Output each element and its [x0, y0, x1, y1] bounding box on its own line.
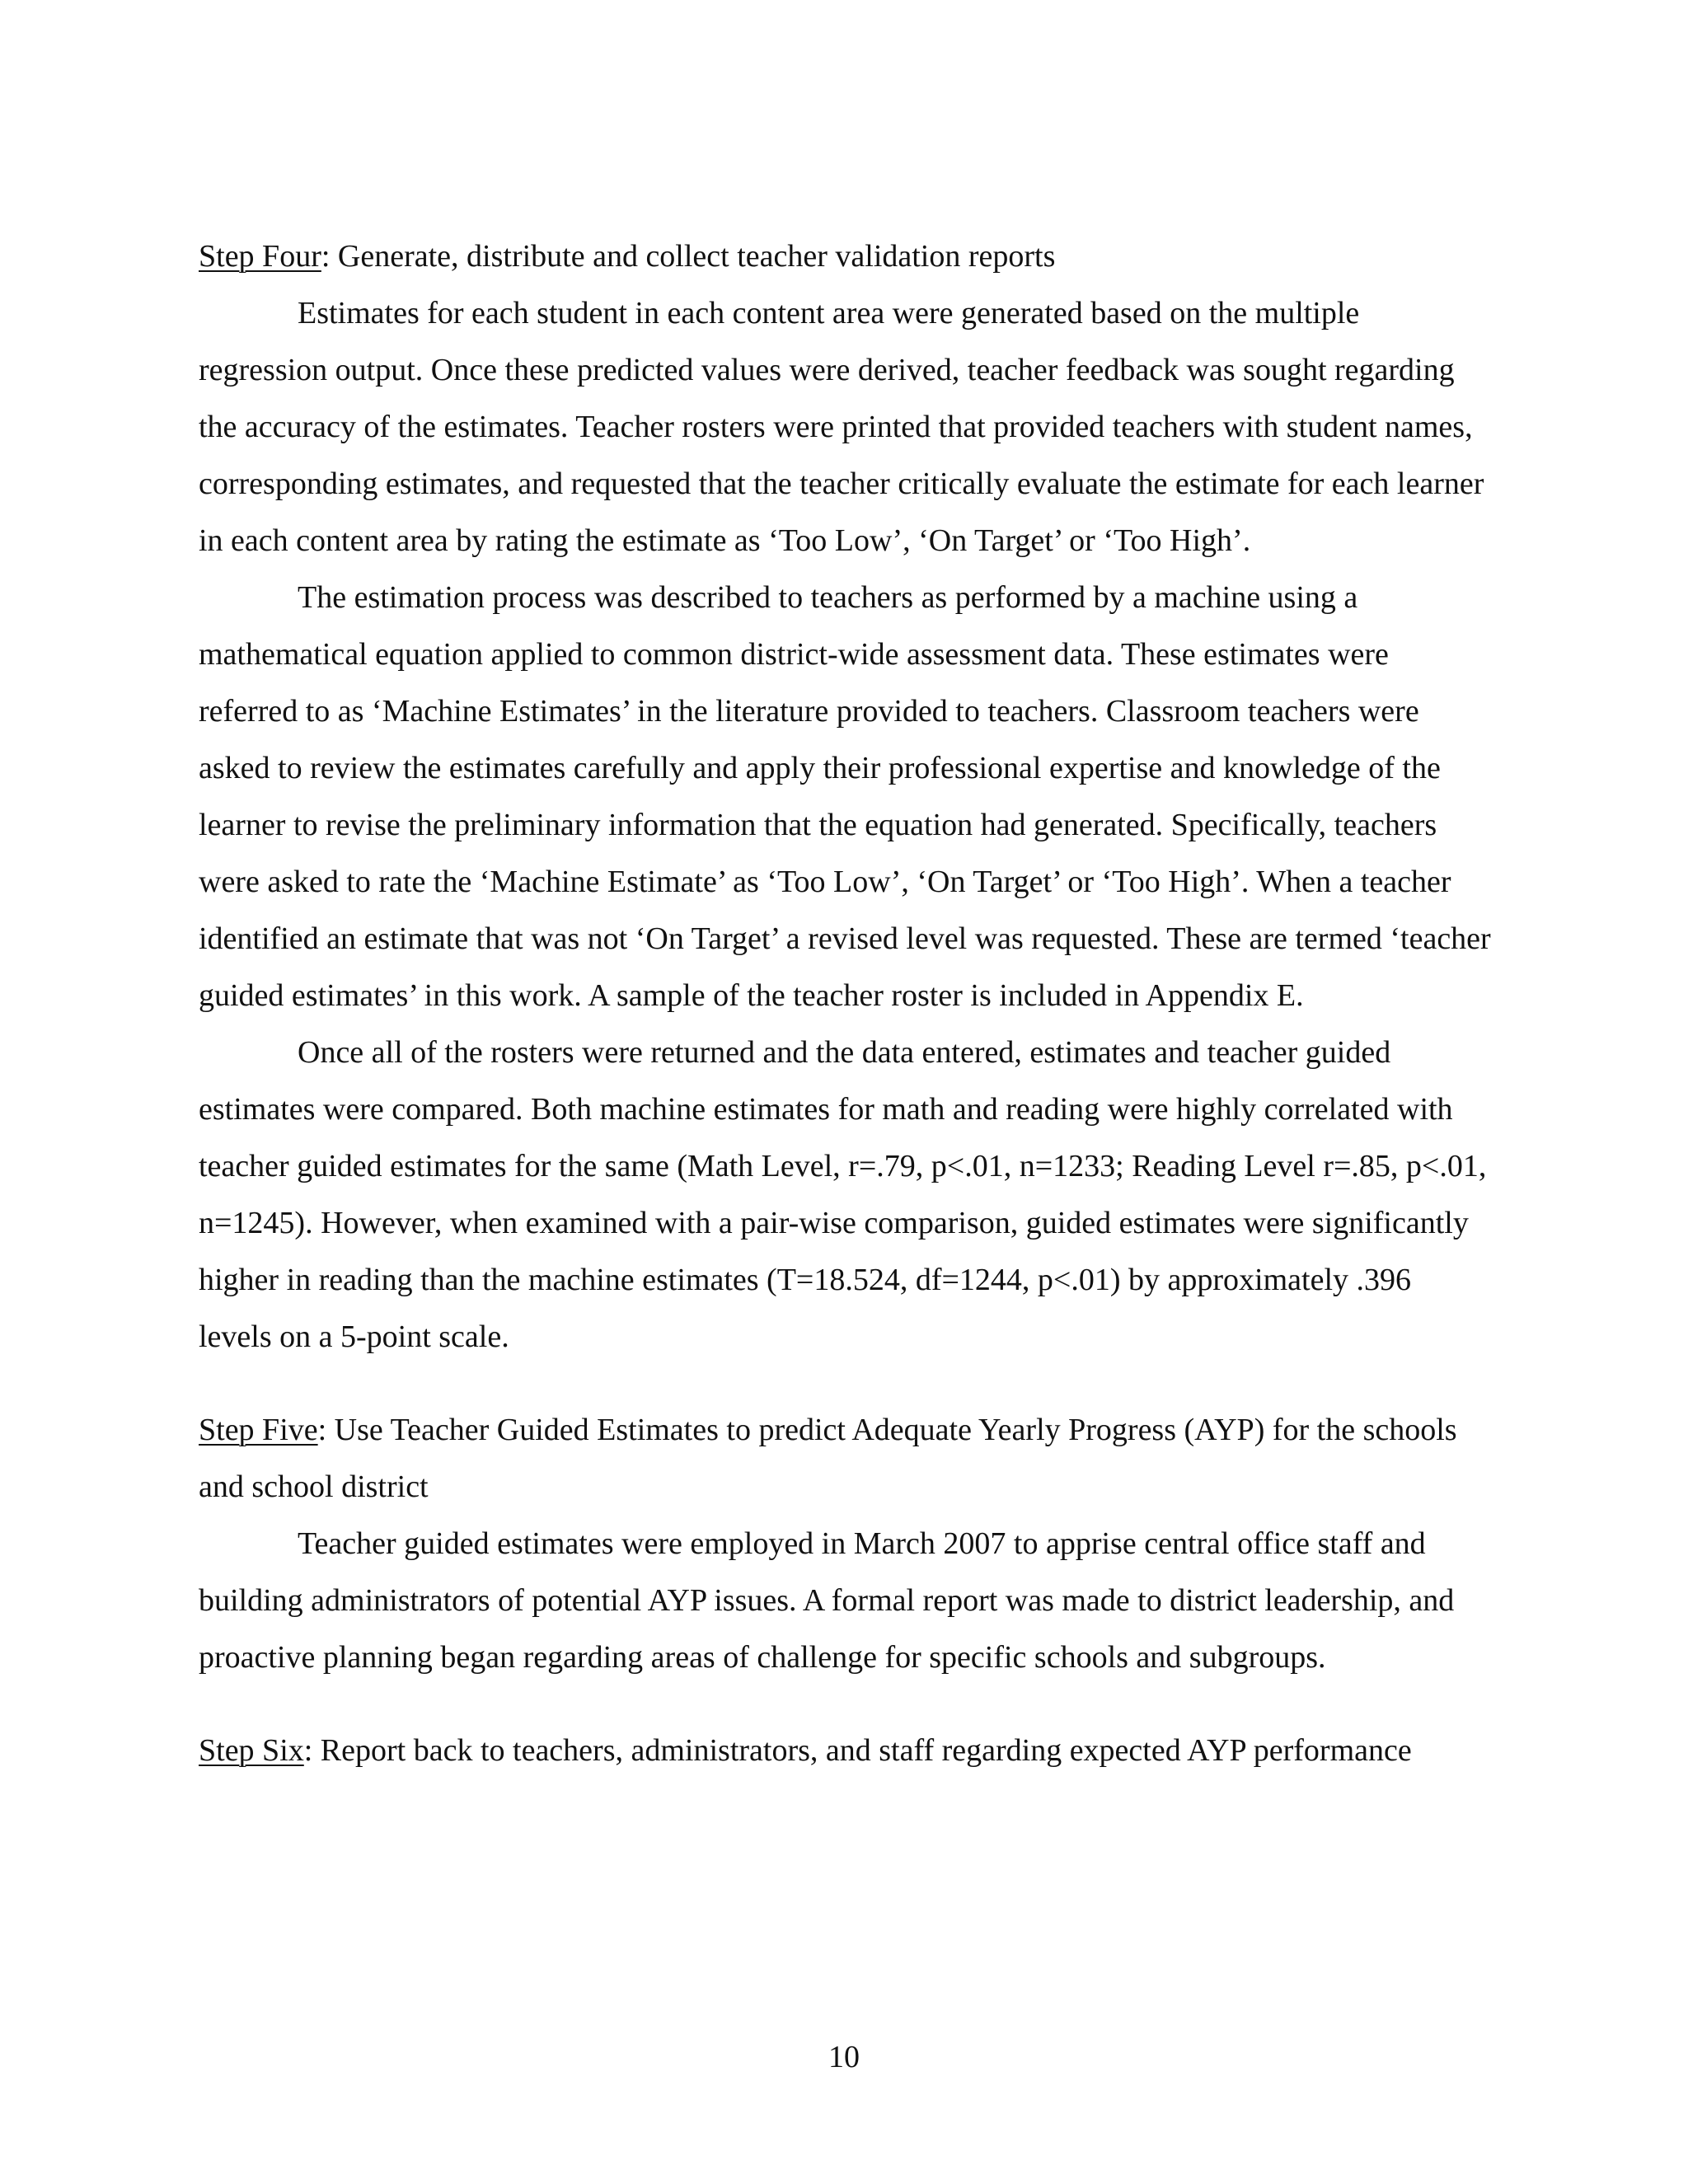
step-four-title: : Generate, distribute and collect teacher validation reports: [321, 239, 1056, 274]
page-number: 10: [828, 2040, 860, 2074]
section-spacer: [199, 1686, 1491, 1722]
step-four-paragraph-3: Once all of the rosters were returned and the data entered, estimates and teacher guided estimates were compared. Both machine estimates for math and reading were highly correlated with teacher guided estimates for the same (Math Level, r=.79, p<.01, n=1233; Reading Level r=.85, p<.01, n=1245). However, when examined with a pair-wise comparison, guided estimates were significantly higher in reading than the machine estimates (T=18.524, df=1244, p<.01) by approximately .396 levels on a 5-point scale.: [199, 1035, 1487, 1354]
step-five-paragraph-1: Teacher guided estimates were employed in March 2007 to apprise central office staff and building administrators of potential AYP issues. A formal report was made to district leadership, and proactive planning began regarding areas of challenge for specific schools and subgroups.: [199, 1526, 1455, 1675]
step-five-heading: [199, 1402, 1491, 1516]
page-content: [199, 228, 1491, 1779]
step-five-title: : Use Teacher Guided Estimates to predict Adequate Yearly Progress (AYP) for the schools and school district: [199, 1413, 1457, 1504]
step-four-heading: [199, 228, 1491, 285]
step-six-heading: [199, 1722, 1491, 1779]
step-four-paragraph-2: The estimation process was described to teachers as performed by a machine using a mathematical equation applied to common district-wide assessment data. These estimates were referred to as ‘Machine Estimates’ in the literature provided to teachers. Classroom teachers were asked to review the estimates carefully and apply their professional expertise and knowledge of the learner to revise the preliminary information that the equation had generated. Specifically, teachers were asked to rate the ‘Machine Estimate’ as ‘Too Low’, ‘On Target’ or ‘Too High’. When a teacher identified an estimate that was not ‘On Target’ a revised level was requested. These are termed ‘teacher guided estimates’ in this work. A sample of the teacher roster is included in Appendix E.: [199, 580, 1491, 1013]
step-four-paragraph-1: Estimates for each student in each content area were generated based on the multiple regression output. Once these predicted values were derived, teacher feedback was sought regarding the accuracy of the estimates. Teacher rosters were printed that provided teachers with student names, corresponding estimates, and requested that the teacher critically evaluate the estimate for each learner in each content area by rating the estimate as ‘Too Low’, ‘On Target’ or ‘Too High’.: [199, 296, 1484, 558]
step-six-label: Step Six: [199, 1733, 304, 1768]
step-six-title: : Report back to teachers, administrators, and staff regarding expected AYP performance: [303, 1733, 1412, 1768]
section-spacer: [199, 1366, 1491, 1402]
step-five-label: Step Five: [199, 1413, 318, 1447]
step-four-label: Step Four: [199, 239, 321, 274]
